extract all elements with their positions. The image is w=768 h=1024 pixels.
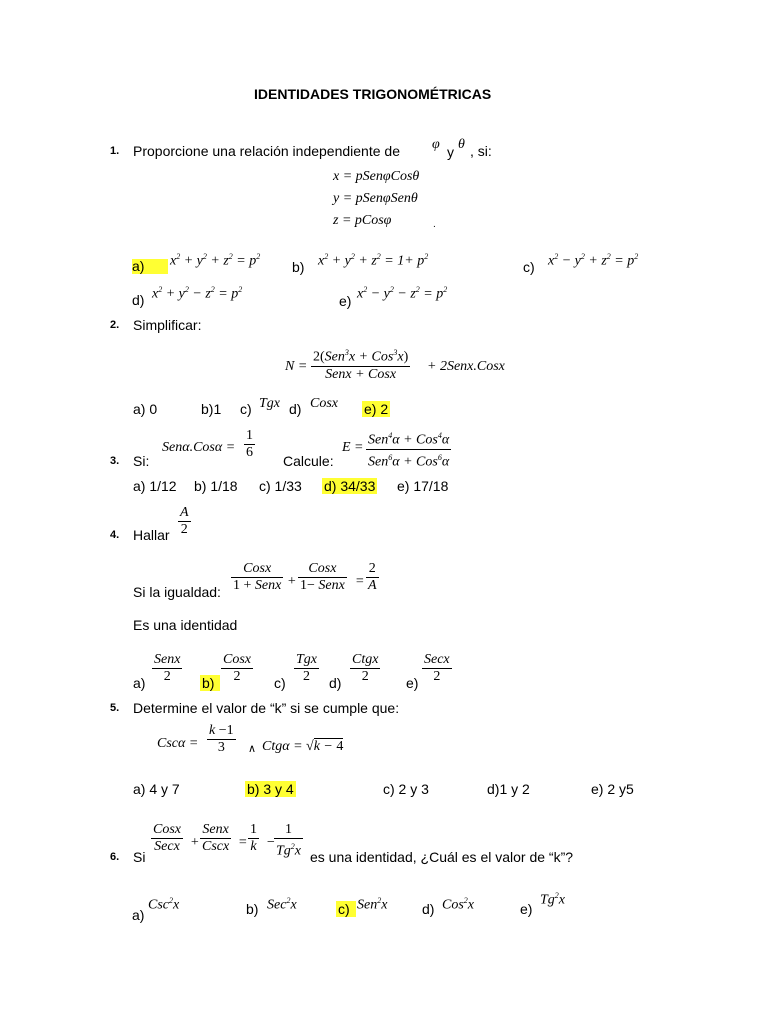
q2-eq-rhs: + 2Senx.Cosx xyxy=(427,359,505,374)
q2-option-a: a) 0 xyxy=(133,401,158,417)
q5-text: Determine el valor de “k” si se cumple que: xyxy=(133,700,400,716)
q1-option-d-label: d) xyxy=(132,292,145,308)
q1-option-c-label: c) xyxy=(523,259,535,275)
q6-minus: − xyxy=(266,835,276,850)
q3-condition-lhs: Senα.Cosα = xyxy=(162,440,236,455)
q1-equation-y: y = pSenφSenθ xyxy=(333,191,418,206)
q4-hallar-fraction: A 2 xyxy=(180,505,189,537)
q2-option-c-formula: Tgx xyxy=(259,396,280,411)
question-number-1: 1. xyxy=(110,145,120,157)
q6-option-c-label-highlighted: c) xyxy=(336,901,356,917)
q4-option-a-label: a) xyxy=(133,675,146,691)
q1-option-e-label: e) xyxy=(339,293,352,309)
question-number-3: 3. xyxy=(110,455,120,467)
q2-option-c-label: c) xyxy=(240,401,252,417)
q4-option-e-label: e) xyxy=(406,675,419,691)
q4-si-igualdad: Si la igualdad: xyxy=(133,584,221,600)
q6-option-d-label: d) xyxy=(422,901,435,917)
q6-text: es una identidad, ¿Cuál es el valor de “k”? xyxy=(310,849,574,865)
q1-equation-z: z = pCosφ xyxy=(333,213,392,228)
q1-text: Proporcione una relación independiente de xyxy=(133,143,400,159)
question-number-4: 4. xyxy=(110,529,120,541)
q2-text: Simplificar: xyxy=(133,317,202,333)
phi-symbol: φ xyxy=(432,137,440,152)
q1-y: y xyxy=(447,144,454,160)
q4-hallar: Hallar xyxy=(133,527,170,543)
q5-option-d: d)1 y 2 xyxy=(487,781,530,797)
q6-si: Si xyxy=(133,849,146,865)
q4-option-b-label-highlighted: b) xyxy=(200,675,220,691)
q3-option-e: e) 17/18 xyxy=(397,478,449,494)
q2-option-b: b)1 xyxy=(201,401,222,417)
q4-es-identidad: Es una identidad xyxy=(133,617,238,633)
q3-e-fraction: Sen$^4$α + Cos$^4$α Sen$^6$α + Cos$^6$α xyxy=(368,431,450,470)
q3-e-lhs: E = xyxy=(342,440,364,455)
q6-plus: + xyxy=(190,835,200,850)
q5-option-b-highlighted: b) 3 y 4 xyxy=(247,781,294,797)
q5-ctg-equation: Ctgα = √k − 4 xyxy=(262,739,344,754)
q3-si: Si: xyxy=(133,453,150,469)
q1-option-a-label: a) xyxy=(132,259,168,274)
q6-option-a-label: a) xyxy=(132,907,145,923)
q6-option-e-formula: Tg$^2$x xyxy=(540,891,566,908)
theta-symbol: θ xyxy=(458,137,465,152)
q1-option-b-label: b) xyxy=(292,259,305,275)
q5-fraction: k −1 3 xyxy=(209,723,234,755)
q6-option-e-label: e) xyxy=(520,901,533,917)
q6-option-a-formula: Csc$^2$x xyxy=(148,896,180,913)
q4-option-c-label: c) xyxy=(274,675,286,691)
q5-option-e: e) 2 y5 xyxy=(591,781,634,797)
q4-plus: + xyxy=(287,574,297,589)
q1-option-a-formula: $x^2 + y^2 + z^2 = p^2$ xyxy=(170,252,261,269)
question-number-6: 6. xyxy=(110,851,120,863)
q6-option-b-label: b) xyxy=(246,901,259,917)
q4-option-c-fraction: Tgx 2 xyxy=(296,652,317,684)
q2-fraction: 2(Sen$^3$x + Cos$^3$x) Senx + Cosx xyxy=(313,348,409,382)
q4-fraction-2: Cosx 1− Senx xyxy=(300,561,345,593)
q1-option-b-formula: $x^2 + y^2 + z^2 = 1+ p^2$ xyxy=(318,252,429,269)
q4-equals: = xyxy=(355,574,365,589)
q4-option-d-fraction: Ctgx 2 xyxy=(352,652,379,684)
q1-si: , si: xyxy=(470,143,492,159)
q4-option-a-fraction: Senx 2 xyxy=(154,652,181,684)
q5-option-a: a) 4 y 7 xyxy=(133,781,180,797)
q3-option-a: a) 1/12 xyxy=(133,478,177,494)
q5-csc-lhs: Cscα = xyxy=(157,736,199,751)
q3-option-c: c) 1/33 xyxy=(259,478,302,494)
q6-option-b-formula: Sec$^2$x xyxy=(267,896,297,913)
q3-option-d-highlighted: d) 34/33 xyxy=(324,478,376,494)
q6-equals: = xyxy=(238,835,248,850)
q1-option-d-formula: $x^2 + y^2 - z^2 = p^2$ xyxy=(152,285,243,302)
q3-option-b: b) 1/18 xyxy=(194,478,238,494)
q4-fraction-1: Cosx 1 + Senx xyxy=(233,561,282,593)
page-title: IDENTIDADES TRIGONOMÉTRICAS xyxy=(254,86,492,102)
q1-dot: . xyxy=(433,219,436,230)
q2-eq-lhs: N = xyxy=(285,359,308,374)
q3-calcule: Calcule: xyxy=(283,453,334,469)
question-number-2: 2. xyxy=(110,319,120,331)
q4-option-e-fraction: Secx 2 xyxy=(424,652,450,684)
q6-option-c-formula: Sen$^2$x xyxy=(357,896,388,913)
q2-option-d-formula: Cosx xyxy=(310,396,338,411)
q6-fraction-1: Cosx Secx xyxy=(153,822,181,854)
q2-option-d-label: d) xyxy=(289,401,302,417)
q1-equation-x: x = pSenφCosθ xyxy=(333,169,420,184)
q4-fraction-rhs: 2 A xyxy=(368,561,377,593)
q4-option-b-fraction: Cosx 2 xyxy=(223,652,251,684)
q6-option-d-formula: Cos$^2$x xyxy=(442,896,475,913)
q4-option-d-label: d) xyxy=(329,675,342,691)
q6-fraction-3: 1 k xyxy=(250,822,257,854)
q6-fraction-4: 1 Tg$^2$x xyxy=(276,822,302,859)
q1-option-c-formula: $x^2 - y^2 + z^2 = p^2$ xyxy=(548,252,639,269)
question-number-5: 5. xyxy=(110,702,120,714)
q3-condition-fraction: 1 6 xyxy=(246,428,253,460)
q5-option-c: c) 2 y 3 xyxy=(383,781,429,797)
q1-option-e-formula: $x^2 - y^2 - z^2 = p^2$ xyxy=(357,285,448,302)
q5-and-symbol: ∧ xyxy=(248,743,257,755)
q6-fraction-2: Senx Cscx xyxy=(202,822,230,854)
q2-option-e-highlighted: e) 2 xyxy=(364,401,389,417)
